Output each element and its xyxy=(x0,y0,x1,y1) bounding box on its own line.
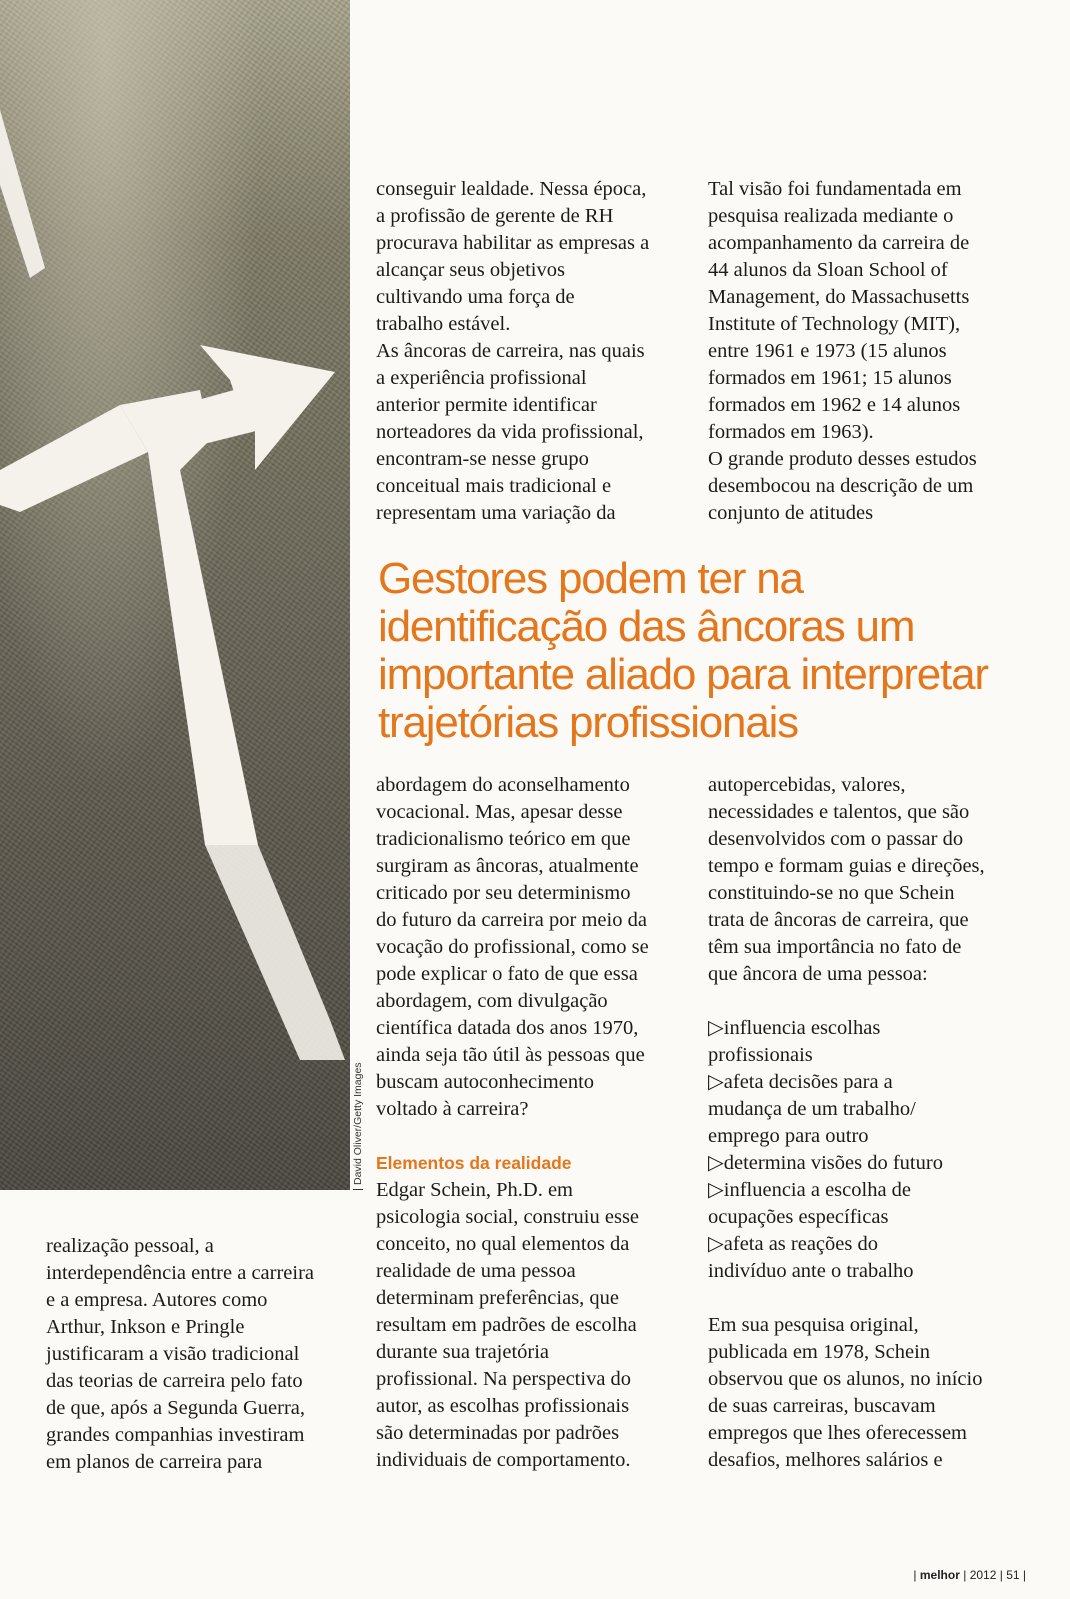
text-line: anterior permite identificar xyxy=(376,394,597,416)
magazine-name: melhor xyxy=(919,1568,960,1582)
column-right-bottom xyxy=(708,772,1038,1474)
list-item-continued: indivíduo ante o trabalho xyxy=(708,1260,914,1282)
text-line: As âncoras de carreira, nas quais xyxy=(376,340,645,362)
text-line: durante sua trajetória xyxy=(376,1341,550,1363)
text-line: tradicionalismo teórico em que xyxy=(376,828,631,850)
text-line: conceitual mais tradicional e xyxy=(376,475,612,497)
text-line: e a empresa. Autores como xyxy=(46,1289,268,1311)
text-line: das teorias de carreira pelo fato xyxy=(46,1370,303,1392)
text-line: grandes companhias investiram xyxy=(46,1424,305,1446)
list-item-continued: profissionais xyxy=(708,1044,813,1066)
list-item-continued: emprego para outro xyxy=(708,1125,869,1147)
text-line: Arthur, Inkson e Pringle xyxy=(46,1316,245,1338)
text-line: ainda seja tão útil às pessoas que xyxy=(376,1044,645,1066)
text-line: que âncora de uma pessoa: xyxy=(708,963,928,985)
text-line: em planos de carreira para xyxy=(46,1451,263,1473)
pull-quote-line: importante aliado para interpretar xyxy=(378,650,988,699)
text-line: Em sua pesquisa original, xyxy=(708,1314,919,1336)
column-middle-top xyxy=(376,176,696,527)
column-right-top xyxy=(708,176,1038,527)
text-line: formados em 1962 e 14 alunos xyxy=(708,394,961,416)
text-line: são determinadas por padrões xyxy=(376,1422,620,1444)
text-line: vocacional. Mas, apesar desse xyxy=(376,801,623,823)
text-line: Edgar Schein, Ph.D. em xyxy=(376,1179,573,1201)
list-item-continued: mudança de um trabalho/ xyxy=(708,1098,916,1120)
column-middle-bottom xyxy=(376,772,696,1474)
text-line: 44 alunos da Sloan School of xyxy=(708,259,948,281)
text-line: cultivando uma força de xyxy=(376,286,575,308)
pull-quote-line: trajetórias profissionais xyxy=(378,698,798,747)
text-line: justificaram a visão tradicional xyxy=(46,1343,300,1365)
text-line: representam uma variação da xyxy=(376,502,616,524)
triangle-bullet-icon: ▷ xyxy=(708,1179,724,1201)
text-line: pode explicar o fato de que essa xyxy=(376,963,638,985)
bullet-list xyxy=(708,1015,1038,1285)
text-line: publicada em 1978, Schein xyxy=(708,1341,931,1363)
text-line: de suas carreiras, buscavam xyxy=(708,1395,936,1417)
text-line: conjunto de atitudes xyxy=(708,502,874,524)
list-item: ▷afeta decisões para a xyxy=(708,1071,893,1093)
text-line: constituindo-se no que Schein xyxy=(708,882,955,904)
text-line: empregos que lhes oferecessem xyxy=(708,1422,967,1444)
pull-quote-line: identificação das âncoras um xyxy=(378,602,915,651)
text-line: do futuro da carreira por meio da xyxy=(376,909,647,931)
text-line: Institute of Technology (MIT), xyxy=(708,313,961,335)
text-line: surgiram as âncoras, atualmente xyxy=(376,855,639,877)
pull-quote xyxy=(378,555,1038,747)
text-line: a experiência profissional xyxy=(376,367,587,389)
text-line: desafios, melhores salários e xyxy=(708,1449,943,1471)
text-line: determinam preferências, que xyxy=(376,1287,620,1309)
list-item: ▷afeta as reações do xyxy=(708,1233,878,1255)
text-line: psicologia social, construiu esse xyxy=(376,1206,640,1228)
text-line: O grande produto desses estudos xyxy=(708,448,977,470)
text-line: formados em 1961; 15 alunos xyxy=(708,367,952,389)
text-line: a profissão de gerente de RH xyxy=(376,205,614,227)
text-line: profissional. Na perspectiva do xyxy=(376,1368,632,1390)
text-line: interdependência entre a carreira xyxy=(46,1262,315,1284)
text-line: Management, do Massachusetts xyxy=(708,286,970,308)
triangle-bullet-icon: ▷ xyxy=(708,1017,724,1039)
list-item: ▷influencia escolhas xyxy=(708,1017,881,1039)
text-line: realidade de uma pessoa xyxy=(376,1260,576,1282)
text-line: procurava habilitar as empresas a xyxy=(376,232,650,254)
list-item: ▷determina visões do futuro xyxy=(708,1152,943,1174)
text-line: trabalho estável. xyxy=(376,313,511,335)
text-line: desembocou na descrição de um xyxy=(708,475,974,497)
issue-year: 2012 xyxy=(969,1568,997,1582)
text-line: autor, as escolhas profissionais xyxy=(376,1395,630,1417)
text-line: buscam autoconhecimento xyxy=(376,1071,595,1093)
text-line: tempo e formam guias e direções, xyxy=(708,855,985,877)
text-line: acompanhamento da carreira de xyxy=(708,232,970,254)
text-line: pesquisa realizada mediante o xyxy=(708,205,954,227)
text-line: científica datada dos anos 1970, xyxy=(376,1017,639,1039)
text-line: voltado à carreira? xyxy=(376,1098,529,1120)
text-line: vocação do profissional, como se xyxy=(376,936,649,958)
photo-credit: David Oliver/Getty Images xyxy=(352,1062,364,1190)
text-line: conceito, no qual elementos da xyxy=(376,1233,630,1255)
text-line: Tal visão foi fundamentada em xyxy=(708,178,962,200)
text-line: autopercebidas, valores, xyxy=(708,774,906,796)
text-line: realização pessoal, a xyxy=(46,1235,214,1257)
text-line: abordagem do aconselhamento xyxy=(376,774,630,796)
text-line: norteadores da vida profissional, xyxy=(376,421,644,443)
road-photo xyxy=(0,0,350,1190)
text-line: têm sua importância no fato de xyxy=(708,936,962,958)
text-line: trata de âncoras de carreira, que xyxy=(708,909,969,931)
column-left-bottom xyxy=(46,1233,346,1476)
page-number: 51 xyxy=(1006,1568,1020,1582)
text-line: abordagem, com divulgação xyxy=(376,990,608,1012)
road-arrow-split-icon xyxy=(0,0,350,1190)
text-line: necessidades e talentos, que são xyxy=(708,801,970,823)
page-footer: | melhor | 2012 | 51 | xyxy=(913,1568,1026,1582)
text-line: de que, após a Segunda Guerra, xyxy=(46,1397,306,1419)
list-item: ▷influencia a escolha de xyxy=(708,1179,912,1201)
pull-quote-line: Gestores podem ter na xyxy=(378,554,803,603)
text-line: formados em 1963). xyxy=(708,421,874,443)
triangle-bullet-icon: ▷ xyxy=(708,1152,724,1174)
triangle-bullet-icon: ▷ xyxy=(708,1071,724,1093)
text-line: resultam em padrões de escolha xyxy=(376,1314,637,1336)
text-line: encontram-se nesse grupo xyxy=(376,448,589,470)
text-line: alcançar seus objetivos xyxy=(376,259,565,281)
triangle-bullet-icon: ▷ xyxy=(708,1233,724,1255)
text-line: observou que os alunos, no início xyxy=(708,1368,983,1390)
text-line: entre 1961 e 1973 (15 alunos xyxy=(708,340,947,362)
text-line: criticado por seu determinismo xyxy=(376,882,631,904)
section-subheading: Elementos da realidade xyxy=(376,1153,572,1173)
text-line: individuais de comportamento. xyxy=(376,1449,631,1471)
list-item-continued: ocupações específicas xyxy=(708,1206,889,1228)
text-line: desenvolvidos com o passar do xyxy=(708,828,964,850)
text-line: conseguir lealdade. Nessa época, xyxy=(376,178,647,200)
